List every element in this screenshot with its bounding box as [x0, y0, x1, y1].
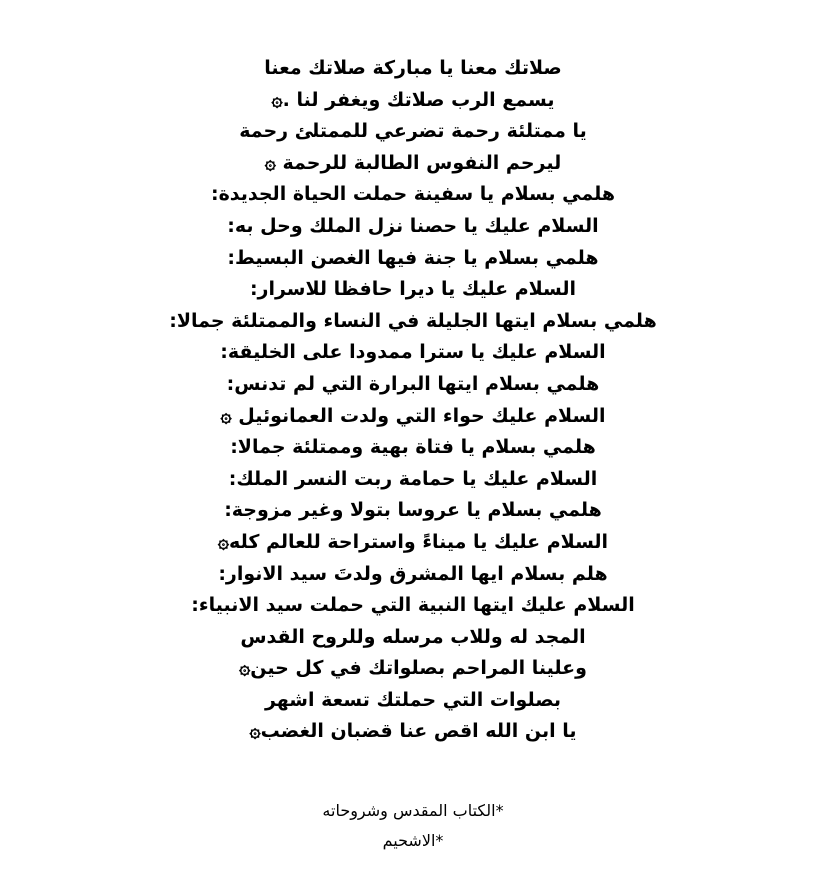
poem-line: هلمي بسلام يا سفينة حملت الحياة الجديدة: — [210, 183, 616, 206]
poem-line: هلمي بسلام يا عروسا بتولا وغير مزوجة: — [224, 499, 602, 522]
poem-line: هلم بسلام ايها المشرق ولدتَ سيد الانوار: — [218, 562, 608, 585]
poem-line: السلام عليك يا ميناءً واستراحة للعالم كله۞ — [217, 530, 609, 553]
poem-line: السلام عليك ايتها النبية التي حملت سيد الانبياء: — [191, 594, 635, 617]
poem-line: وعلينا المراحم بصلواتك في كل حين۞ — [239, 657, 587, 680]
poem-line: السلام عليك يا حصنا نزل الملك وحل به: — [227, 214, 599, 237]
poem-line: هلمي بسلام يا جنة فيها الغصن البسيط: — [227, 246, 599, 269]
poem-line: ليرحم النفوس الطالبة للرحمة ۞ — [264, 151, 562, 174]
poem-line: بصلوات التي حملتك تسعة اشهر — [264, 688, 562, 711]
poem-line: المجد له وللاب مرسله وللروح القدس — [240, 625, 586, 648]
poem-text — [0, 53, 826, 748]
poem-line: يسمع الرب صلاتك ويغفر لنا .۞ — [271, 88, 555, 111]
poem-line: يا ممتلئة رحمة تضرعي للممتلئ رحمة — [239, 120, 587, 143]
poem-line: السلام عليك يا حمامة ربت النسر الملك: — [228, 467, 598, 490]
source-footer — [0, 796, 826, 856]
poem-line: السلام عليك يا ديرا حافظا للاسرار: — [249, 278, 577, 301]
site-credit: *الاشحيم — [382, 831, 444, 850]
poem-line: هلمي بسلام يا فتاة بهية وممتلئة جمالا: — [230, 436, 596, 459]
poem-line: يا ابن الله اقص عنا قضبان الغضب۞ — [249, 720, 577, 743]
poem-line: صلاتك معنا يا مباركة صلاتك معنا — [264, 57, 562, 79]
poem-line: السلام عليك يا سترا ممدودا على الخليقة: — [220, 341, 606, 364]
source-credit: *الكتاب المقدس وشروحاته — [322, 801, 504, 820]
poem-line: هلمي بسلام ايتها البرارة التي لم تدنس: — [226, 372, 600, 395]
poem-line: هلمي بسلام ايتها الجليلة في النساء والممتلئة جمالا: — [169, 309, 657, 332]
poem-line: السلام عليك حواء التي ولدت العمانوئيل ۞ — [220, 404, 606, 427]
